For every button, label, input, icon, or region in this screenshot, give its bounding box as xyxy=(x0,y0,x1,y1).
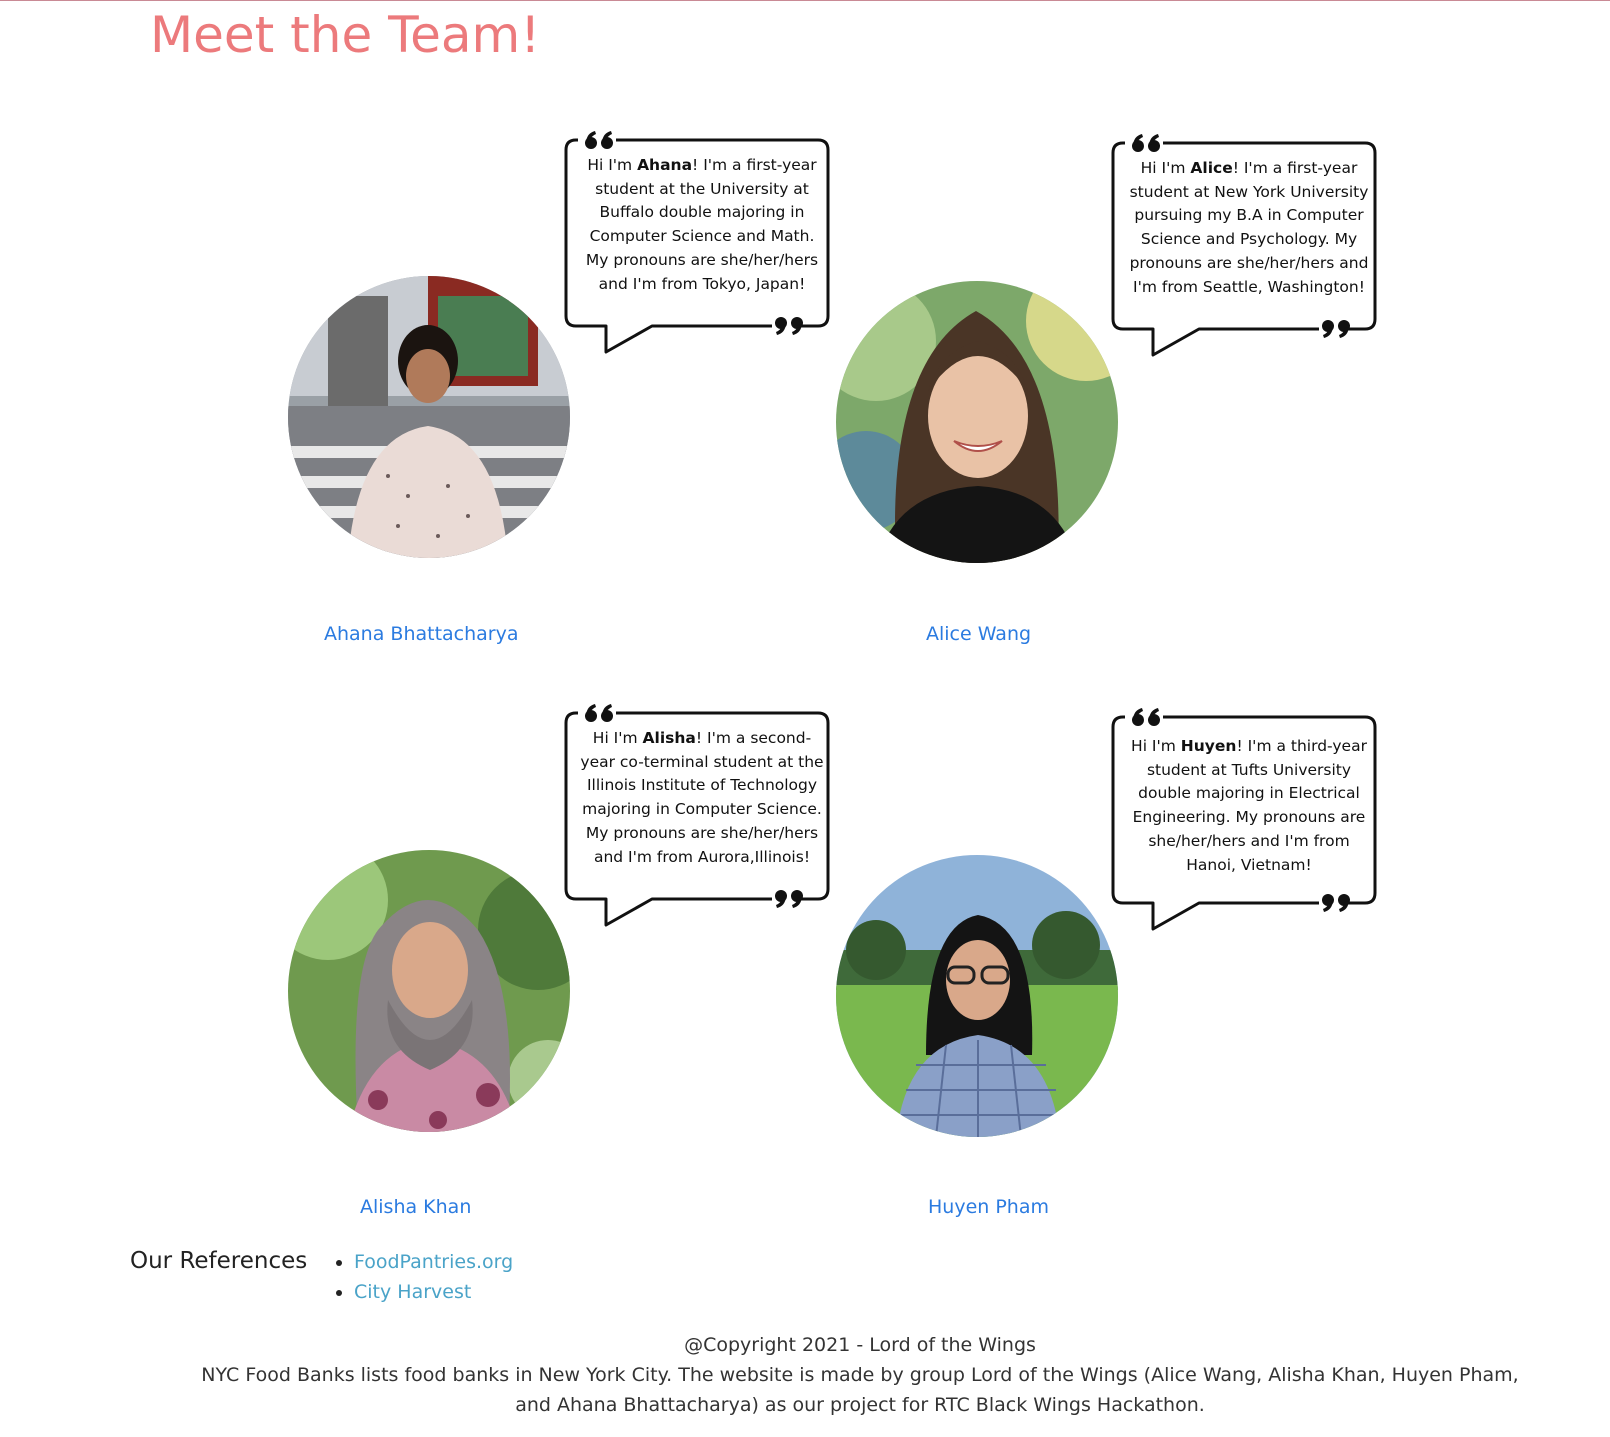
footer xyxy=(190,1330,1530,1420)
page-title: Meet the Team! xyxy=(150,6,541,64)
member-photo-image xyxy=(288,850,570,1132)
open-quote-icon xyxy=(1129,707,1163,727)
speech-bubble xyxy=(1111,133,1387,369)
member-first-name: Ahana xyxy=(637,156,693,174)
member-photo xyxy=(288,850,570,1132)
footer-description: NYC Food Banks lists food banks in New York City. The website is made by group Lord of the Wings (Alice Wang, Alisha Khan, Huyen Pham, and Ahana Bhattacharya) as our project for RTC Black Wings Hackathon. xyxy=(201,1364,1519,1416)
member-photo-image xyxy=(836,855,1118,1137)
references-list xyxy=(330,1247,513,1307)
speech-bubble xyxy=(1111,707,1387,943)
member-first-name: Alice xyxy=(1190,159,1233,177)
member-photo-image xyxy=(288,276,570,558)
close-quote-icon xyxy=(772,889,806,909)
top-border xyxy=(0,0,1610,1)
open-quote-icon xyxy=(582,703,616,723)
open-quote-icon xyxy=(1129,133,1163,153)
member-bio: Hi I'm Huyen! I'm a third-year student at Tufts University double majoring in Electrical Engineering. My pronouns are she/her/hers and I'm from Hanoi, Vietnam! xyxy=(1131,737,1367,874)
member-photo xyxy=(836,855,1118,1137)
list-item xyxy=(354,1277,513,1307)
member-bio: Hi I'm Ahana! I'm a first-year student at the University at Buffalo double majoring in Computer Science and Math. My pronouns are she/her/hers and I'm from Tokyo, Japan! xyxy=(585,156,819,293)
open-quote-icon xyxy=(582,130,616,150)
list-item xyxy=(354,1247,513,1277)
footer-copyright: @Copyright 2021 - Lord of the Wings xyxy=(684,1334,1036,1356)
member-name-link[interactable]: Huyen Pham xyxy=(928,1196,1049,1218)
reference-link-foodpantries[interactable]: FoodPantries.org xyxy=(354,1251,514,1273)
member-name-link[interactable]: Ahana Bhattacharya xyxy=(324,623,519,645)
member-name-link[interactable]: Alisha Khan xyxy=(360,1196,472,1218)
member-photo xyxy=(288,276,570,558)
close-quote-icon xyxy=(1319,319,1353,339)
speech-bubble xyxy=(564,703,840,939)
member-photo-image xyxy=(836,281,1118,563)
close-quote-icon xyxy=(772,316,806,336)
close-quote-icon xyxy=(1319,893,1353,913)
member-bio: Hi I'm Alisha! I'm a second-year co-terminal student at the Illinois Institute of Technology majoring in Computer Science. My pronouns are she/her/hers and I'm from Aurora,Illinois! xyxy=(580,729,824,866)
member-name-link[interactable]: Alice Wang xyxy=(926,623,1032,645)
member-photo xyxy=(836,281,1118,563)
references-heading: Our References xyxy=(130,1248,308,1274)
speech-bubble xyxy=(564,130,840,366)
member-bio: Hi I'm Alice! I'm a first-year student at New York University pursuing my B.A in Computer Science and Psychology. My pronouns are she/her/hers and I'm from Seattle, Washington! xyxy=(1129,159,1369,296)
reference-link-city-harvest[interactable]: City Harvest xyxy=(354,1281,472,1303)
member-first-name: Alisha xyxy=(642,729,696,747)
member-first-name: Huyen xyxy=(1180,737,1237,755)
